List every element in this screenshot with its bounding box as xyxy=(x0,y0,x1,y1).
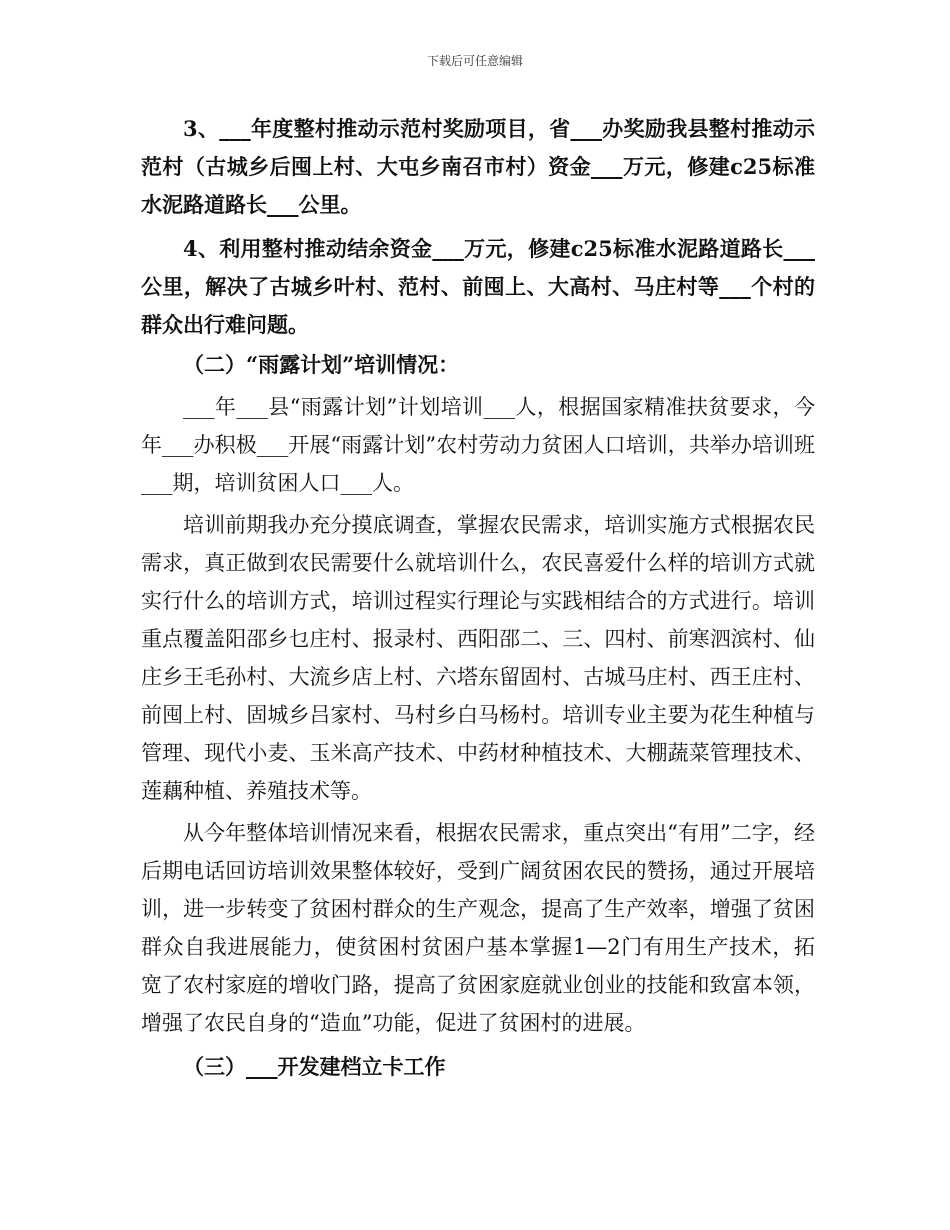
section-heading-rain-dew-plan: （二）“雨露计划”培训情况： xyxy=(183,352,460,377)
paragraph-item-4: 4、利用整村推动结余资金___万元，修建c25标准水泥路道路长___公里，解决了古城乡叶村、范村、前囤上、大高村、马庄村等___个村的群众出行难问题。 xyxy=(141,236,815,337)
paragraph-item-3: 3、___年度整村推动示范村奖励项目，省___办奖励我县整村推动示范村（古城乡后囤上村、大屯乡南召市村）资金___万元，修建c25标准水泥路道路长___公里。 xyxy=(141,116,815,217)
page-header: 下载后可任意编辑 xyxy=(426,54,523,68)
paragraph-training-details: 培训前期我办充分摸底调查，掌握农民需求，培训实施方式根据农民需求，真正做到农民需要什么就培训什么，农民喜爱什么样的培训方式就实行什么的培训方式，培训过程实行理论与实践相结合的方式进行。培训重点覆盖阳邵乡乜庄村、报录村、西阳邵二、三、四村、前寒泗滨村、仙庄乡王毛孙村、大流乡店上村、六塔东留固村、古城马庄村、西王庄村、前囤上村、固城乡吕家村、马村乡白马杨村。培训专业主要为花生种植与管理、现代小麦、玉米高产技术、中药材种植技术、大棚蔬菜管理技术、莲藕种植、养殖技术等。 xyxy=(141,513,815,803)
paragraph-training-summary: ___年___县“雨露计划”计划培训___人，根据国家精准扶贫要求，今年___办积极___开展“雨露计划”农村劳动力贫困人口培训，共举办培训班___期，培训贫困人口___人。 xyxy=(141,395,815,495)
section-heading-filing-work: （三）___开发建档立卡工作 xyxy=(183,1054,446,1079)
paragraph-training-results: 从今年整体培训情况来看，根据农民需求，重点突出“有用”二字，经后期电话回访培训效果整体较好，受到广阔贫困农民的赞扬，通过开展培训，进一步转变了贫困村群众的生产观念，提高了生产效率，增强了贫困群众自我进展能力，使贫困村贫困户基本掌握1—2门有用生产技术，拓宽了农村家庭的增收门路，提高了贫困家庭就业创业的技能和致富本领，增强了农民自身的“造血”功能，促进了贫困村的进展。 xyxy=(141,821,815,1035)
document-body xyxy=(141,110,815,1086)
